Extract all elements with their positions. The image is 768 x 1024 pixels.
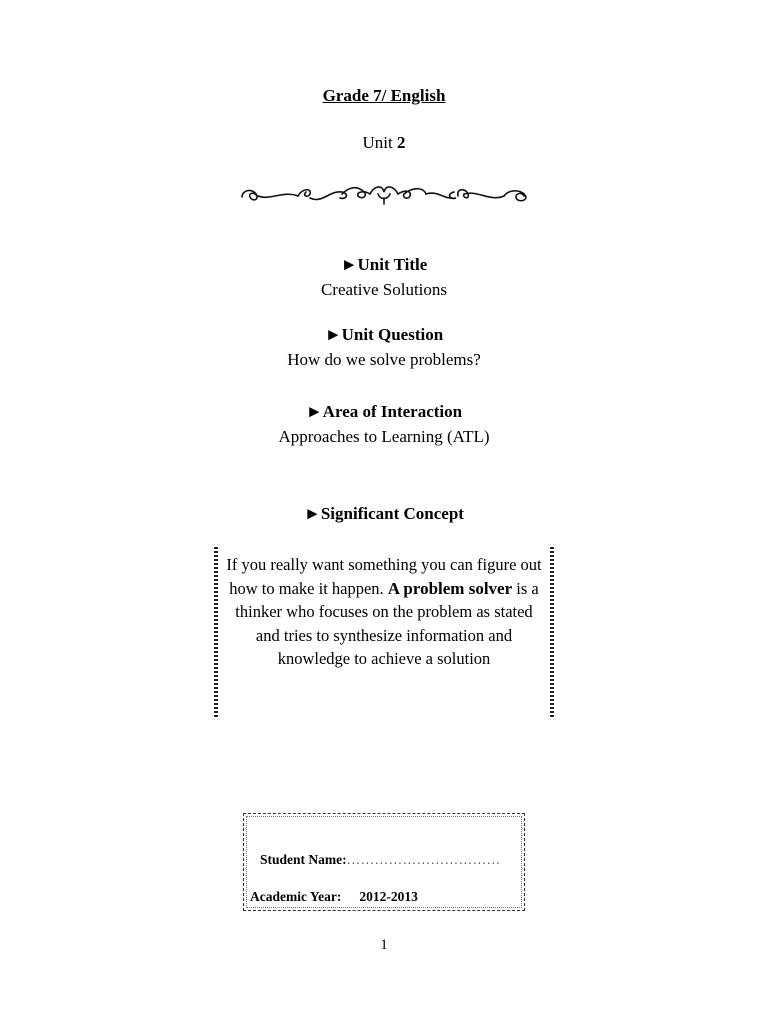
academic-year-label: Academic Year: xyxy=(250,889,342,904)
page-number: 1 xyxy=(380,937,388,953)
academic-year-row xyxy=(250,889,418,905)
unit-prefix: Unit xyxy=(362,133,397,152)
significant-concept-heading: ►Significant Concept xyxy=(304,504,464,523)
unit-question-heading: ►Unit Question xyxy=(324,325,444,344)
student-info-box xyxy=(243,813,525,911)
concept-text-before: If you really want something you can figure out how to make it happen. xyxy=(226,555,542,598)
decorative-flourish-icon xyxy=(238,180,530,208)
unit-question-value: How do we solve problems? xyxy=(287,350,481,369)
concept-box-right-border xyxy=(550,547,554,719)
concept-bold-term: A problem solver xyxy=(387,578,513,598)
concept-text-after: is a thinker who focuses on the problem as stated and tries to synthesize information and knowledge to achieve a solution xyxy=(235,578,539,668)
unit-label xyxy=(0,133,768,153)
student-name-label: Student Name: xyxy=(260,852,347,867)
area-of-interaction-heading: ►Area of Interaction xyxy=(305,402,463,421)
unit-number: 2 xyxy=(396,133,406,152)
page-title: Grade 7/ English xyxy=(322,86,446,105)
concept-box-left-border xyxy=(214,547,218,719)
unit-title-heading: ►Unit Title xyxy=(340,255,428,274)
concept-box xyxy=(214,547,554,719)
academic-year-value: 2012-2013 xyxy=(359,889,418,904)
area-of-interaction-value: Approaches to Learning (ATL) xyxy=(278,427,490,446)
unit-title-value: Creative Solutions xyxy=(320,280,448,299)
student-name-row xyxy=(260,852,501,868)
student-name-field[interactable]: …………………………… xyxy=(346,852,501,867)
concept-text xyxy=(226,553,542,671)
